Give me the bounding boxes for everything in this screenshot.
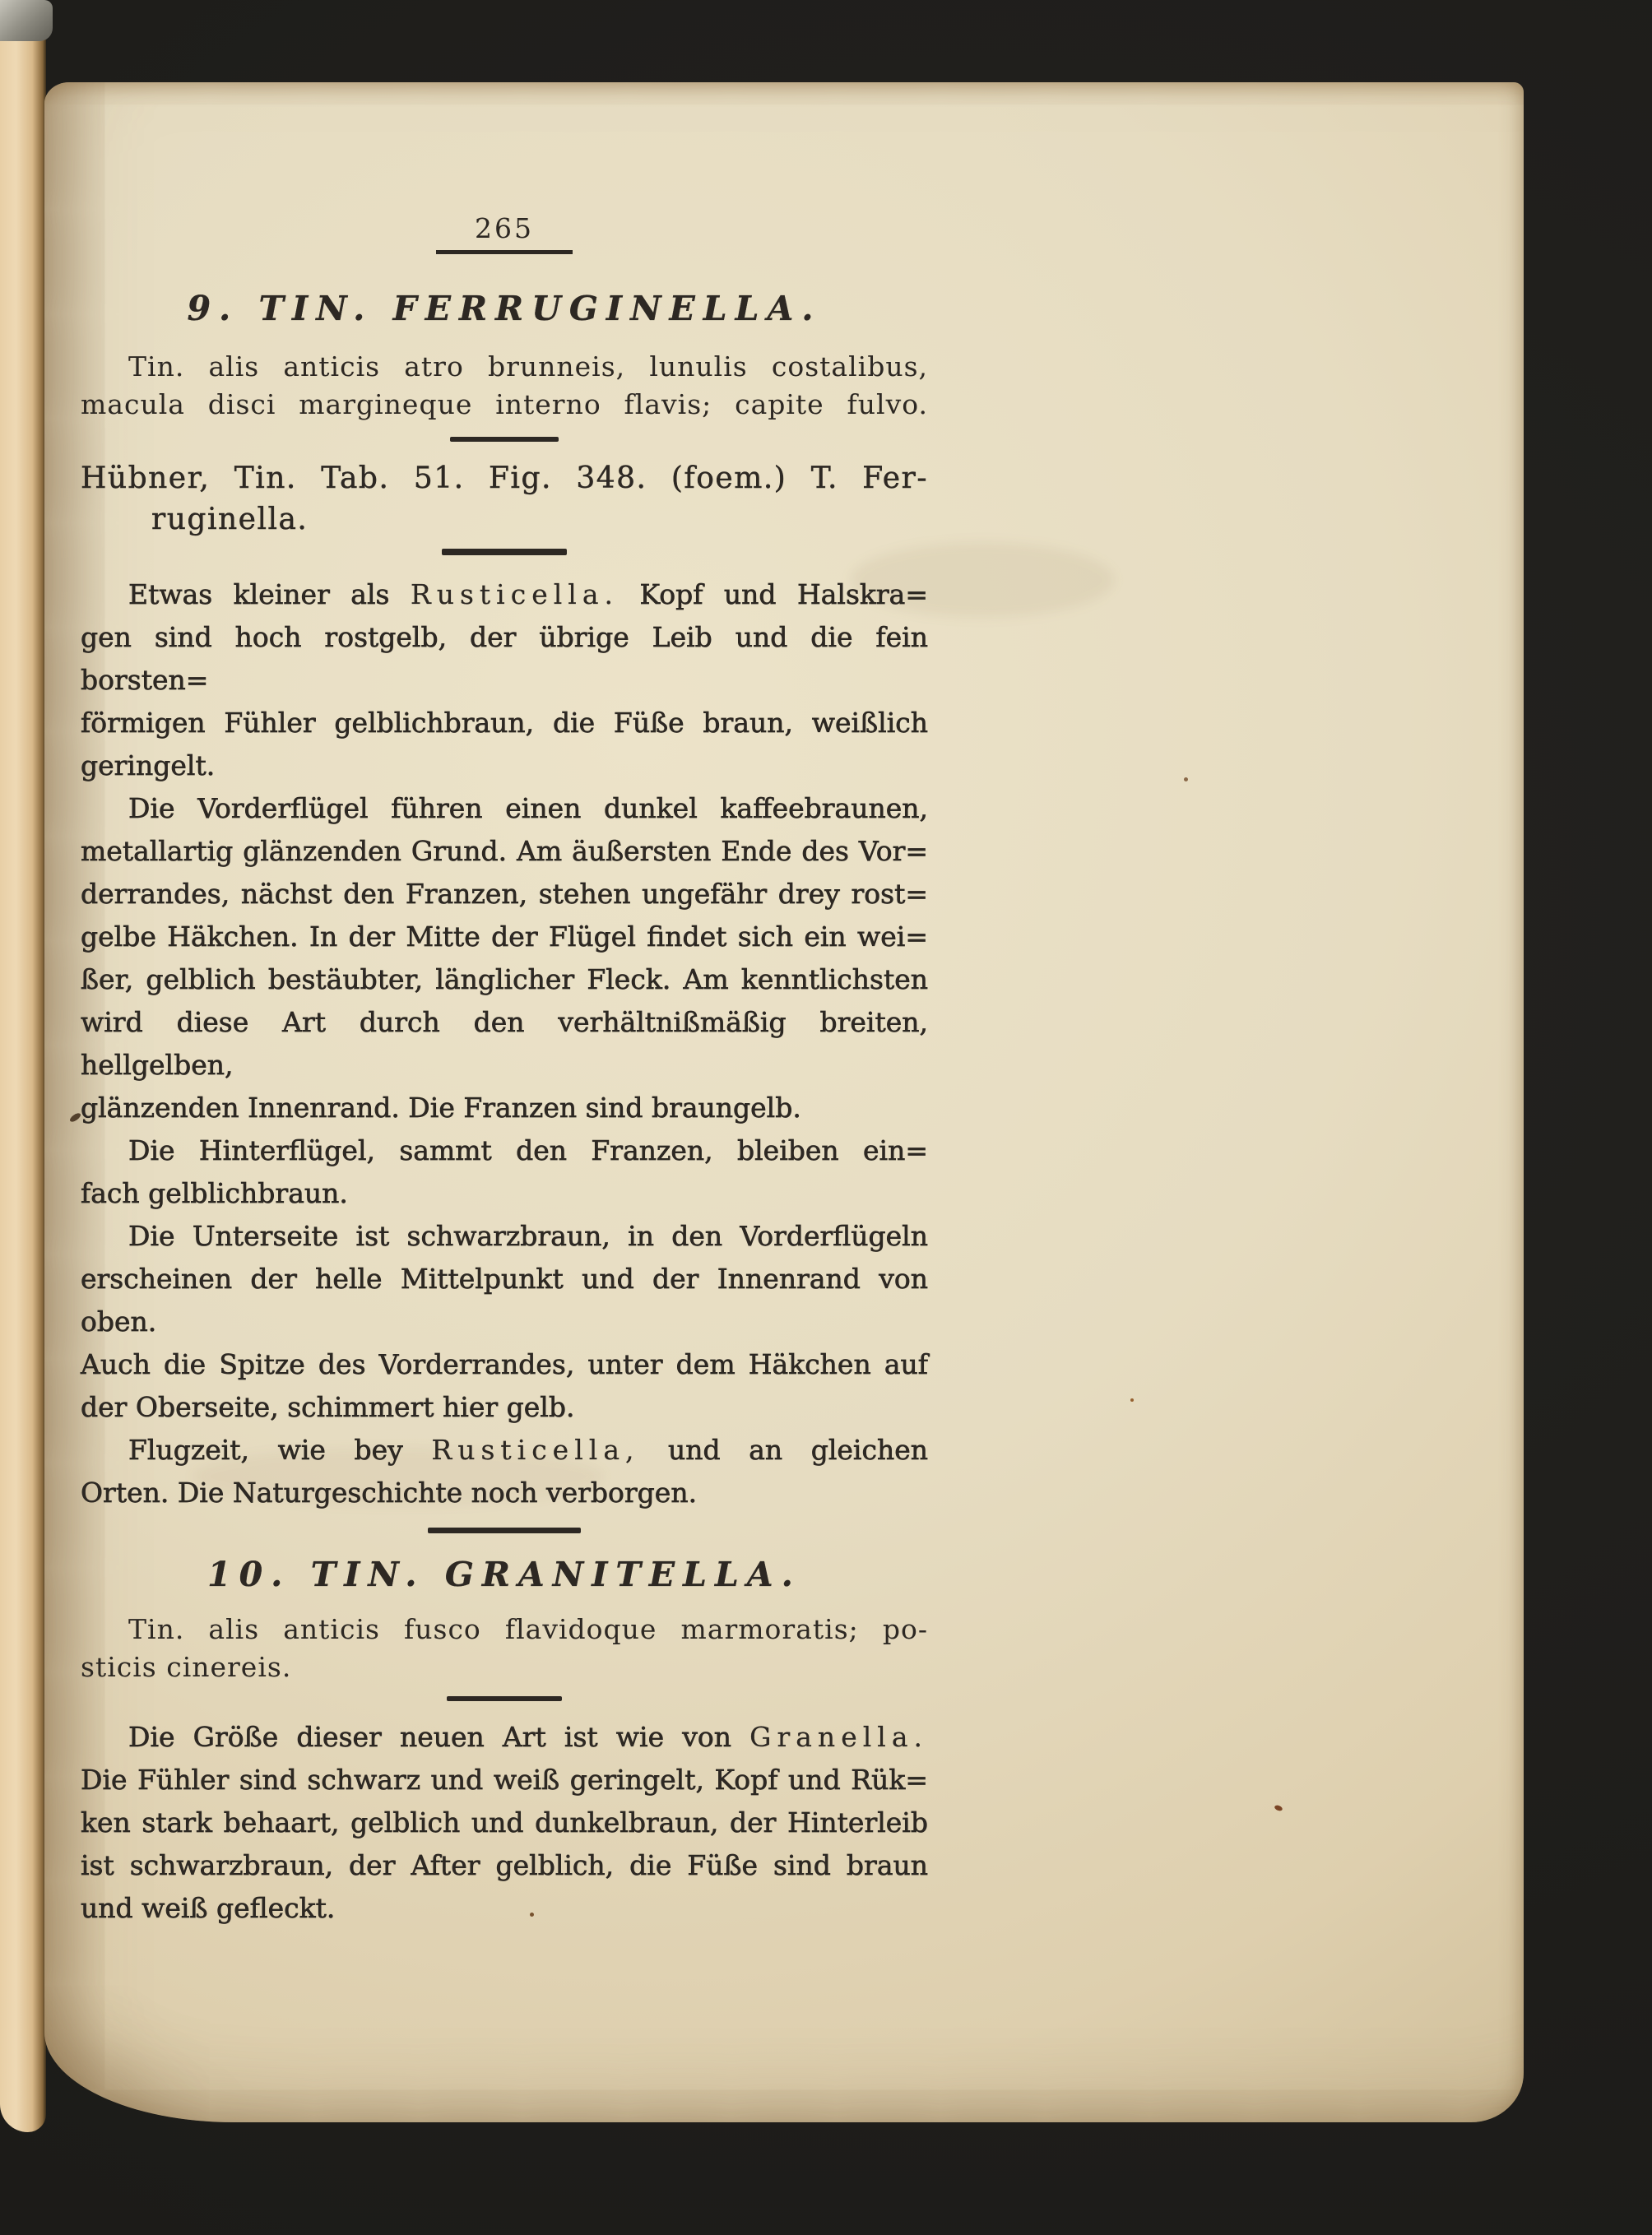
- latin-line: Tin. alis anticis fusco flavidoque marmoratis; po-: [128, 1613, 928, 1645]
- body-line: derrandes, nächst den Franzen, stehen ungefähr drey rost=: [81, 878, 928, 910]
- species-name-inline: Granella.: [749, 1721, 928, 1753]
- latin-diagnosis: [81, 348, 928, 424]
- adjacent-page-edge: [0, 21, 46, 2132]
- page-number: 265: [475, 212, 534, 244]
- text-segment: Etwas kleiner als: [128, 578, 411, 610]
- separator-rule: [428, 1528, 581, 1533]
- separator-rule: [442, 549, 567, 555]
- separator-rule: [447, 1696, 562, 1701]
- body-line: erscheinen der helle Mittelpunkt und der Innenrand von oben.: [81, 1263, 928, 1338]
- body-line: Die Fühler sind schwarz und weiß geringelt, Kopf und Rük=: [81, 1764, 928, 1796]
- latin-line: sticis cinereis.: [81, 1651, 292, 1683]
- body-line: glänzenden Innenrand. Die Franzen sind braungelb.: [81, 1092, 801, 1124]
- text-segment: Die Größe dieser neuen Art ist wie von: [128, 1721, 750, 1753]
- body-line: metallartig glänzenden Grund. Am äußersten Ende des Vor=: [81, 835, 928, 867]
- reference-line: ruginella.: [151, 503, 309, 536]
- text-segment: und an gleichen: [639, 1434, 928, 1466]
- metal-clip: [0, 0, 53, 41]
- species-name-inline: Rusticella,: [431, 1434, 640, 1466]
- body-line: [81, 1716, 928, 1759]
- species-name-inline: Rusticella.: [410, 578, 620, 610]
- body-line: Die Vorderflügel führen einen dunkel kaffeebraunen,: [128, 792, 928, 824]
- body-line: wird diese Art durch den verhältnißmäßig breiten, hellgelben,: [81, 1006, 928, 1081]
- latin-diagnosis: [81, 1611, 928, 1686]
- body-line: Die Unterseite ist schwarzbraun, in den Vorderflügeln: [128, 1220, 928, 1252]
- body-line: gelbe Häkchen. In der Mitte der Flügel findet sich ein wei=: [81, 920, 928, 953]
- reference-line: Hübner, Tin. Tab. 51. Fig. 348. (foem.) T. Fer-: [81, 461, 928, 495]
- body-line: und weiß gefleckt.: [81, 1892, 336, 1924]
- description-text: [81, 1716, 928, 1930]
- latin-line: macula disci margineque interno flavis; capite fulvo.: [81, 388, 928, 420]
- text-segment: Kopf und Halskra=: [619, 578, 928, 610]
- text-column: [81, 82, 928, 1930]
- body-line: förmigen Fühler gelblichbraun, die Füße braun, weißlich: [81, 707, 928, 739]
- body-line: Orten. Die Naturgeschichte noch verborgen.: [81, 1477, 698, 1509]
- body-line: Die Hinterflügel, sammt den Franzen, bleiben ein=: [128, 1134, 928, 1166]
- paper-speck: [1274, 1804, 1283, 1811]
- body-line: ken stark behaart, gelblich und dunkelbraun, der Hinterleib: [81, 1806, 928, 1839]
- separator-rule: [450, 437, 559, 442]
- body-line: ßer, gelblich bestäubter, länglicher Fleck. Am kenntlichsten: [81, 963, 928, 995]
- body-line: [81, 1429, 928, 1472]
- page-number-rule: [436, 250, 573, 254]
- paper-speck: [1184, 777, 1188, 781]
- book-page: [44, 82, 1524, 2122]
- page-header: [81, 82, 928, 254]
- body-line: fach gelblichbraun.: [81, 1177, 348, 1209]
- latin-line: Tin. alis anticis atro brunneis, lunulis costalibus,: [128, 350, 928, 383]
- species-heading-ferruginella: 9. TIN. FERRUGINELLA.: [187, 289, 822, 328]
- reference-citation: [81, 458, 928, 540]
- description-text: [81, 573, 928, 1514]
- body-line: geringelt.: [81, 749, 216, 781]
- body-line: Auch die Spitze des Vorderrandes, unter dem Häkchen auf: [81, 1348, 928, 1380]
- body-line: ist schwarzbraun, der After gelblich, die Füße sind braun: [81, 1849, 928, 1881]
- paper-speck: [1130, 1398, 1134, 1402]
- body-line: gen sind hoch rostgelb, der übrige Leib und die fein borsten=: [81, 621, 928, 696]
- body-line: der Oberseite, schimmert hier gelb.: [81, 1391, 575, 1423]
- species-heading-granitella: 10. TIN. GRANITELLA.: [207, 1555, 801, 1594]
- body-line: [81, 573, 928, 616]
- text-segment: Flugzeit, wie bey: [128, 1434, 432, 1466]
